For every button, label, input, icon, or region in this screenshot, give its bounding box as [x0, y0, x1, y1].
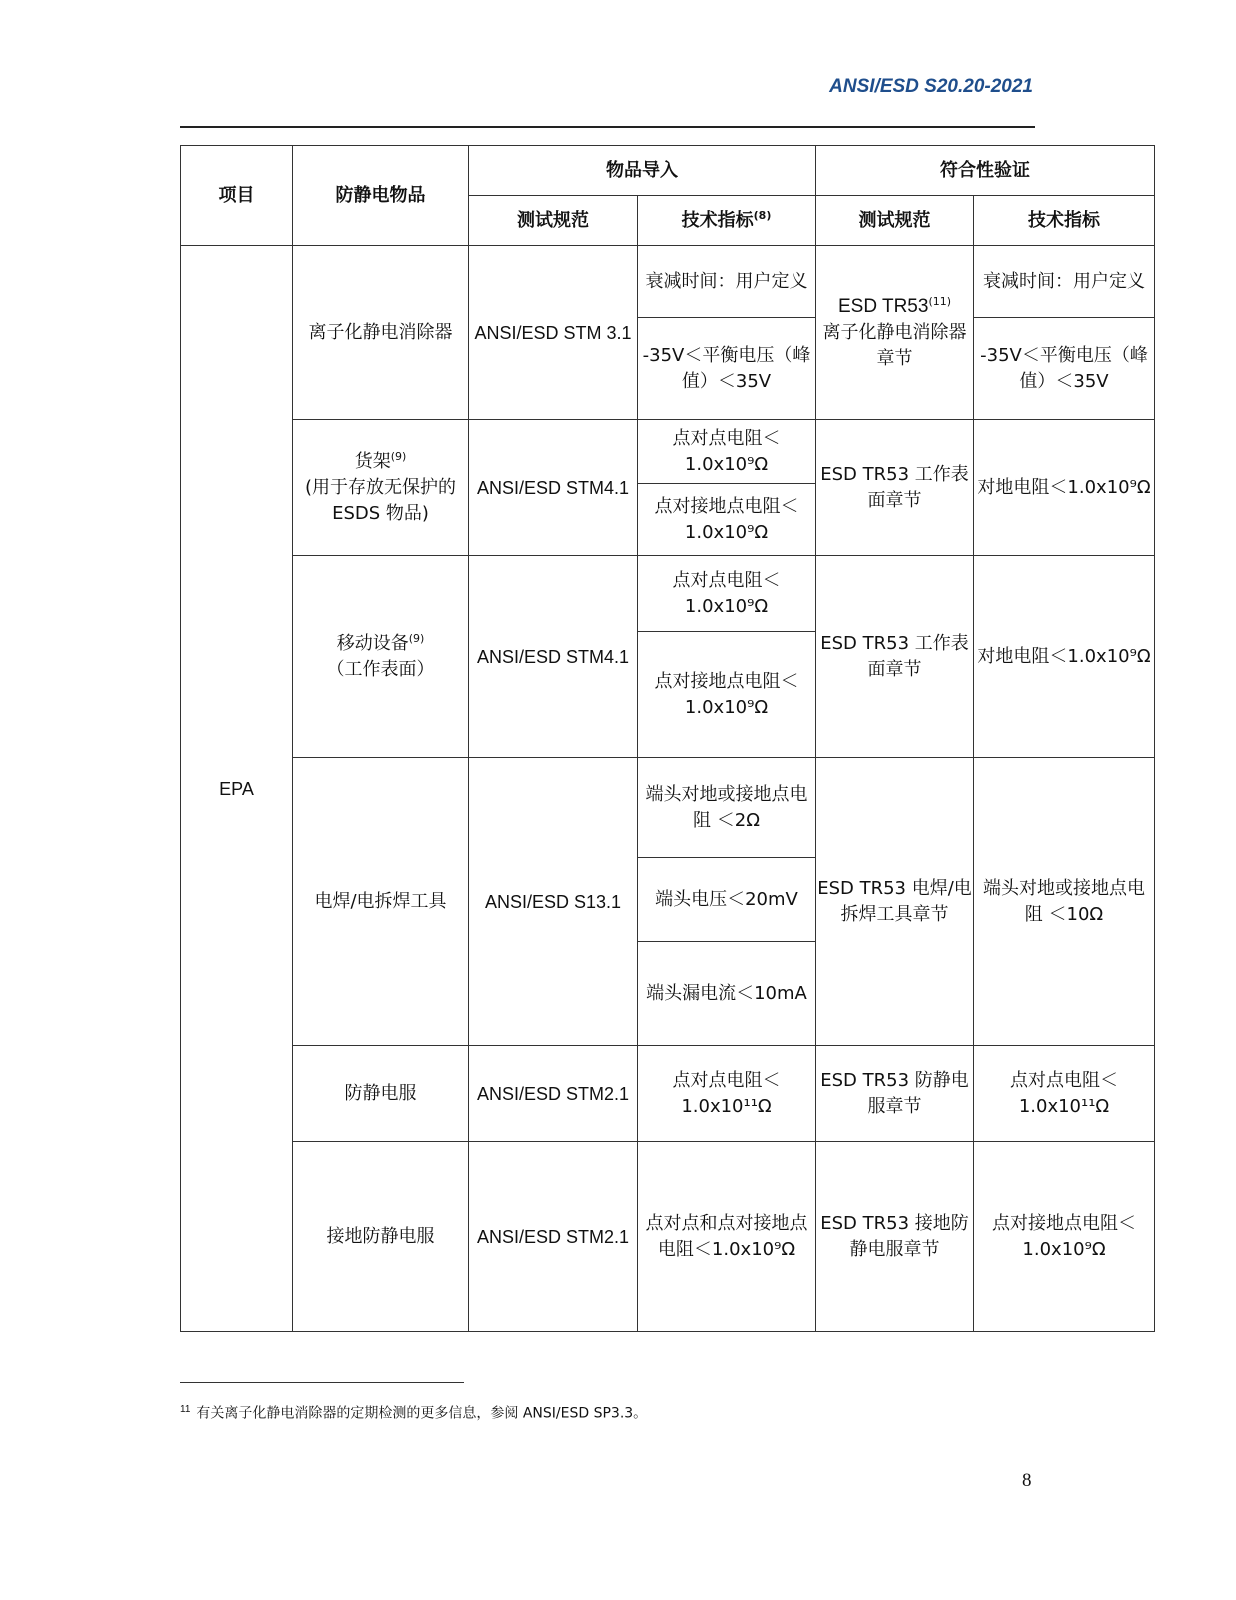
footnote-ref: (9): [390, 449, 407, 463]
import-spec-cell: 点对接地点电阻＜1.0x10⁹Ω: [638, 484, 816, 556]
table-row: [181, 1046, 1155, 1142]
header-verify-method: 测试规范: [816, 196, 974, 246]
import-spec-cell: 端头对地或接地点电阻 ＜2Ω: [638, 758, 816, 858]
item-cell: 移动设备$^{(9)}$ （工作表面）: [293, 556, 469, 758]
header-rule: [180, 126, 1035, 128]
import-method-cell: ANSI/ESD STM2.1: [469, 1142, 638, 1332]
footnote-ref: (9): [408, 631, 425, 645]
footnote-text: 有关离子化静电消除器的定期检测的更多信息，参阅 ANSI/ESD SP3.3。: [196, 1405, 648, 1422]
item-cell: 防静电服: [293, 1046, 469, 1142]
category-cell: EPA: [181, 246, 293, 1332]
header-import-spec: 技术指标$^{(8)}$: [638, 196, 816, 246]
verify-method-cell: ESD TR53 防静电服章节: [816, 1046, 974, 1142]
table-row: [181, 758, 1155, 858]
footnote: [180, 1400, 647, 1424]
table-row: [181, 420, 1155, 484]
header-item: 项目: [181, 146, 293, 246]
import-spec-cell: 点对点电阻＜1.0x10⁹Ω: [638, 420, 816, 484]
import-spec-cell: 点对点电阻＜1.0x10¹¹Ω: [638, 1046, 816, 1142]
header-import-group: 物品导入: [469, 146, 816, 196]
item-cell: 接地防静电服: [293, 1142, 469, 1332]
import-spec-cell: 衰减时间：用户定义: [638, 246, 816, 318]
import-method-cell: ANSI/ESD STM 3.1: [469, 246, 638, 420]
header-verify-spec: 技术指标: [974, 196, 1155, 246]
verify-spec-cell: -35V＜平衡电压（峰值）＜35V: [974, 318, 1155, 420]
table-row: [181, 1142, 1155, 1332]
import-method-cell: ANSI/ESD STM4.1: [469, 556, 638, 758]
page-number: 8: [1022, 1470, 1032, 1491]
verify-spec-cell: 点对接地点电阻＜1.0x10⁹Ω: [974, 1142, 1155, 1332]
verify-method-cell: ESD TR53 电焊/电拆焊工具章节: [816, 758, 974, 1046]
table-row: [181, 556, 1155, 632]
header-import-method: 测试规范: [469, 196, 638, 246]
import-method-cell: ANSI/ESD STM4.1: [469, 420, 638, 556]
import-method-cell: ANSI/ESD S13.1: [469, 758, 638, 1046]
header-esd-item: 防静电物品: [293, 146, 469, 246]
verify-method-cell: ESD TR53 接地防静电服章节: [816, 1142, 974, 1332]
import-spec-cell: 点对接地点电阻＜1.0x10⁹Ω: [638, 632, 816, 758]
import-method-cell: ANSI/ESD STM2.1: [469, 1046, 638, 1142]
footnote-rule: [180, 1382, 464, 1383]
import-spec-cell: -35V＜平衡电压（峰值）＜35V: [638, 318, 816, 420]
footnote-number: 11: [180, 1404, 191, 1415]
import-spec-cell: 端头电压＜20mV: [638, 858, 816, 942]
verify-spec-cell: 对地电阻＜1.0x10⁹Ω: [974, 556, 1155, 758]
item-cell: 离子化静电消除器: [293, 246, 469, 420]
item-cell: 电焊/电拆焊工具: [293, 758, 469, 1046]
import-spec-cell: 点对点和点对接地点电阻＜1.0x10⁹Ω: [638, 1142, 816, 1332]
import-spec-cell: 端头漏电流＜10mA: [638, 942, 816, 1046]
item-cell: 货架$^{(9)}$ (用于存放无保护的 ESDS 物品): [293, 420, 469, 556]
verify-spec-cell: 衰减时间：用户定义: [974, 246, 1155, 318]
esd-spec-table: [180, 145, 1155, 1332]
verify-spec-cell: 端头对地或接地点电阻 ＜10Ω: [974, 758, 1155, 1046]
verify-method-cell: ESD TR53 工作表面章节: [816, 556, 974, 758]
header-verify-group: 符合性验证: [816, 146, 1155, 196]
footnote-ref: (11): [928, 294, 952, 308]
verify-spec-cell: 点对点电阻＜1.0x10¹¹Ω: [974, 1046, 1155, 1142]
import-spec-cell: 点对点电阻＜1.0x10⁹Ω: [638, 556, 816, 632]
verify-method-cell: ESD TR53 工作表面章节: [816, 420, 974, 556]
document-code: ANSI/ESD S20.20-2021: [829, 76, 1033, 97]
footnote-ref: (8): [753, 208, 772, 222]
verify-method-cell: ESD TR53$^{(11)}$ 离子化静电消除器章节: [816, 246, 974, 420]
verify-spec-cell: 对地电阻＜1.0x10⁹Ω: [974, 420, 1155, 556]
table-row: [181, 246, 1155, 318]
